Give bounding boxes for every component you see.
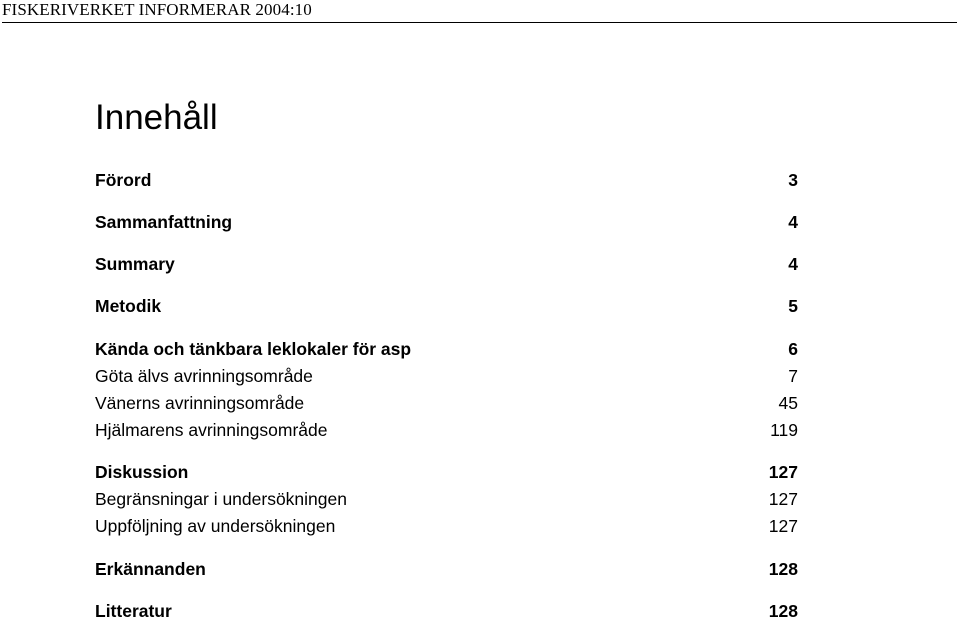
toc-subentry-begransningar[interactable] [95,487,798,511]
toc-entry-summary[interactable] [95,252,798,276]
toc-entry-leklokaler[interactable] [95,337,798,361]
toc-entry-label: Diskussion [95,462,189,482]
toc-entry-page: 128 [768,559,798,579]
toc-entry-diskussion[interactable] [95,460,798,484]
toc-entry-page: 127 [768,462,798,482]
toc-entry-page: 119 [770,420,798,440]
page-title: Innehåll [95,98,218,137]
toc-entry-label: Summary [95,254,175,274]
toc-entry-litteratur[interactable] [95,599,798,623]
toc-entry-label: Erkännanden [95,559,206,579]
toc-entry-page: 127 [768,516,798,536]
toc-entry-forord[interactable] [95,168,798,192]
toc-entry-label: Kända och tänkbara leklokaler för asp [95,339,412,359]
toc-entry-page: 127 [768,489,798,509]
toc-subentry-vanern[interactable] [95,391,798,415]
toc-entry-erkannanden[interactable] [95,557,798,581]
toc-entry-metodik[interactable] [95,294,798,318]
toc-entry-label: Begränsningar i undersökningen [95,489,347,509]
toc-entry-label: Uppföljning av undersökningen [95,516,336,536]
toc-entry-page: 45 [778,393,798,413]
page-header [2,0,957,23]
toc-entry-label: Sammanfattning [95,212,233,232]
toc-subentry-gota-alv[interactable] [95,364,798,388]
toc-entry-page: 128 [768,601,798,621]
toc-entry-page: 4 [788,212,798,232]
toc-entry-page: 4 [788,254,798,274]
toc-subentry-hjalmaren[interactable] [95,418,798,442]
toc-entry-label: Hjälmarens avrinningsområde [95,420,328,440]
header-text: FISKERIVERKET INFORMERAR 2004:10 [2,0,312,19]
toc-entry-label: Göta älvs avrinningsområde [95,366,313,386]
toc-subentry-uppfoljning[interactable] [95,514,798,538]
toc-entry-sammanfattning[interactable] [95,210,798,234]
toc-entry-page: 7 [788,366,798,386]
toc-entry-page: 6 [788,339,798,359]
toc-entry-label: Metodik [95,296,162,316]
toc-entry-page: 3 [788,170,798,190]
toc-entry-page: 5 [788,296,798,316]
toc-entry-label: Vänerns avrinningsområde [95,393,305,413]
toc-entry-label: Förord [95,170,152,190]
toc-entry-label: Litteratur [95,601,172,621]
